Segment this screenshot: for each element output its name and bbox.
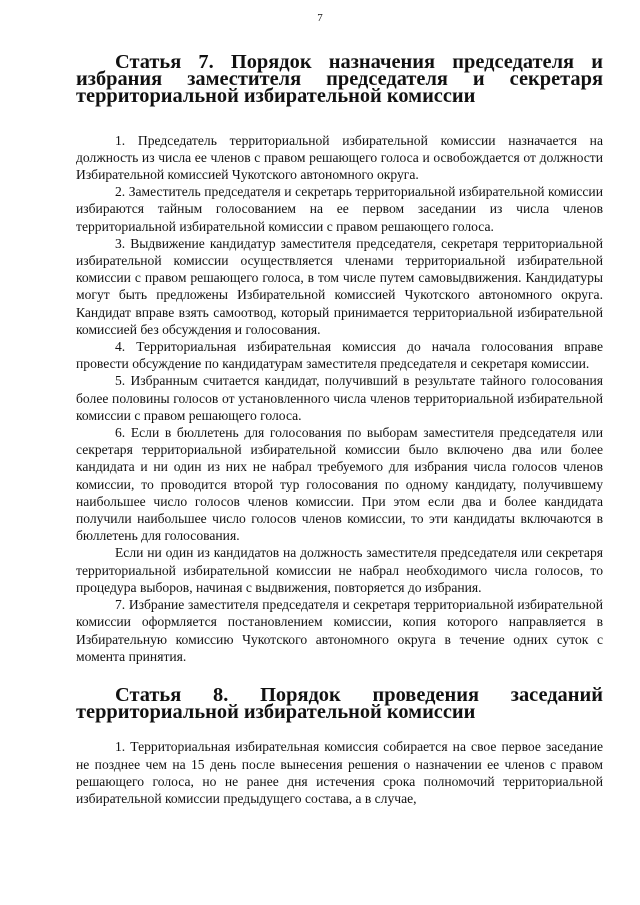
article-7-paragraph-7: 7. Избрание заместителя председателя и секретаря территориальной избирательной комиссии оформляется постановлением комиссии, копия которого направляется в Избирательную комиссию Чукотского автономного округа в течение одних суток с момента принятия.: [76, 597, 603, 664]
article-7-paragraph-3: 3. Выдвижение кандидатур заместителя председателя, секретаря территориальной избирательной комиссии осуществляется членами территориальной избирательной комиссии с правом решающего голоса, в том числе путем самовыдвижения. Кандидатуры могут быть предложены Избирательной комиссией Чукотского автономного округа. Кандидат вправе взять самоотвод, который принимается территориальной избирательной комиссией без обсуждения и голосования.: [76, 235, 603, 337]
article-7-paragraph-6: 6. Если в бюллетень для голосования по выборам заместителя председателя или секретаря территориальной избирательной комиссии было включено два или более кандидата и ни один из них не набрал требуемого для избрания числа голосов членов комиссии, то проводится второй тур голосования по одному кандидату, получившему наибольшее число голосов членов комиссии. При этом если два и более кандидата получили наибольшее число голосов членов комиссии, то эти кандидаты включаются в бюллетень для голосования.: [76, 425, 603, 544]
article-8-paragraph-1: 1. Территориальная избирательная комиссия собирается на свое первое заседание не позднее чем на 15 день после вынесения решения о назначении ее членов с правом решающего голоса, но не ранее дня истечения срока полномочий территориальной избирательной комиссии предыдущего состава, а в случае,: [76, 739, 603, 806]
article-7-body: [76, 132, 603, 665]
page-number: 7: [317, 12, 323, 24]
article-7-heading: Статья 7. Порядок назначения председателя и избрания заместителя председателя и секретаря территориальной избирательной комиссии: [76, 51, 603, 108]
article-7-paragraph-2: 2. Заместитель председателя и секретарь территориальной избирательной комиссии избираются тайным голосованием на ее первом заседании из числа членов территориальной избирательной комиссии с правом решающего голоса.: [76, 184, 603, 234]
article-8-body: [76, 738, 603, 807]
article-7-paragraph-6-continued: Если ни один из кандидатов на должность заместителя председателя или секретаря территориальной избирательной комиссии не набрал необходимого числа голосов, то процедура выборов, начиная с выдвижения, повторяется до избрания.: [76, 545, 603, 595]
article-7-paragraph-5: 5. Избранным считается кандидат, получивший в результате тайного голосования более половины голосов от установленного числа членов территориальной избирательной комиссии с правом решающего голоса.: [76, 373, 603, 423]
article-8-heading: Статья 8. Порядок проведения заседаний территориальной избирательной комиссии: [76, 683, 603, 724]
article-7-paragraph-1: 1. Председатель территориальной избирательной комиссии назначается на должность из числа ее членов с правом решающего голоса и освобождается от должности Избирательной комиссией Чукотского автономного округа.: [76, 132, 603, 183]
document-body: [76, 51, 603, 807]
article-7-paragraph-4: 4. Территориальная избирательная комиссия до начала голосования вправе провести обсуждение по кандидатурам заместителя председателя и секретаря комиссии.: [76, 339, 603, 372]
